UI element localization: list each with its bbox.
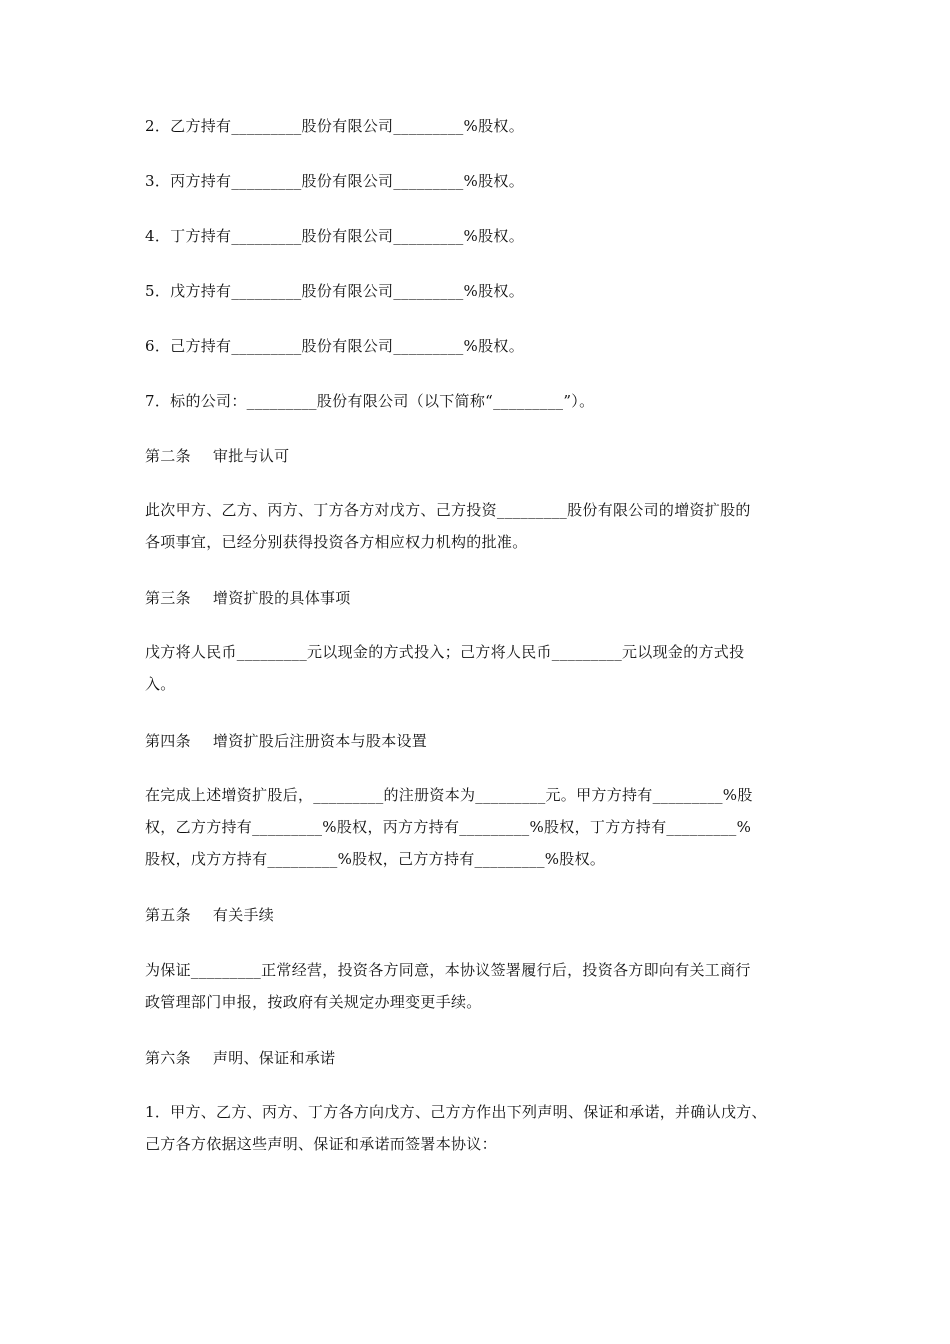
article-2-number: 第二条	[145, 447, 191, 465]
article-5-title: 有关手续	[212, 906, 275, 924]
article-5-heading	[145, 899, 810, 931]
article-4-title: 增资扩股后注册资本与股本设置	[212, 732, 428, 750]
clause-item-6: 6．己方持有_________股份有限公司_________%股权。	[145, 337, 524, 355]
article-2-title: 审批与认可	[212, 447, 290, 465]
article-3-line: 入。	[145, 675, 176, 693]
article-3-number: 第三条	[145, 589, 191, 607]
article-5-line: 为保证_________正常经营，投资各方同意，本协议签署履行后，投资各方即向有关工商行	[145, 961, 751, 979]
article-5-number: 第五条	[145, 906, 191, 924]
article-2-heading	[145, 440, 810, 472]
article-5-line: 政管理部门申报，按政府有关规定办理变更手续。	[145, 993, 482, 1011]
article-3-line: 戊方将人民币_________元以现金的方式投入；己方将人民币_________元以现金的方式投	[145, 643, 745, 661]
article-3-title: 增资扩股的具体事项	[212, 589, 351, 607]
article-2-line: 此次甲方、乙方、丙方、丁方各方对戊方、己方投资_________股份有限公司的增资扩股的	[145, 501, 751, 519]
article-4-line: 权，乙方方持有_________%股权，丙方方持有_________%股权，丁方方持有_________%	[145, 818, 752, 836]
clause-item-7: 7．标的公司：_________股份有限公司（以下简称“_________”）。	[145, 392, 595, 410]
article-2-body	[145, 494, 810, 558]
article-4-line: 在完成上述增资扩股后，_________的注册资本为_________元。甲方方持有_________%股	[145, 786, 753, 804]
article-3-body	[145, 636, 810, 700]
article-6-body	[145, 1096, 810, 1160]
article-6-line: 己方各方依据这些声明、保证和承诺而签署本协议：	[145, 1135, 497, 1153]
article-5-body	[145, 954, 810, 1018]
article-6-number: 第六条	[145, 1049, 191, 1067]
article-4-heading	[145, 725, 810, 757]
article-3-heading	[145, 582, 810, 614]
article-6-heading	[145, 1042, 810, 1074]
article-4-line: 股权，戊方方持有_________%股权，己方方持有_________%股权。	[145, 850, 606, 868]
article-4-body	[145, 779, 810, 875]
clause-item-3: 3．丙方持有_________股份有限公司_________%股权。	[145, 172, 524, 190]
article-6-title: 声明、保证和承诺	[212, 1049, 336, 1067]
article-2-line: 各项事宜，已经分别获得投资各方相应权力机构的批准。	[145, 533, 528, 551]
clause-item-4: 4．丁方持有_________股份有限公司_________%股权。	[145, 227, 524, 245]
clause-item-5: 5．戊方持有_________股份有限公司_________%股权。	[145, 282, 524, 300]
clause-item-2: 2．乙方持有_________股份有限公司_________%股权。	[145, 117, 524, 135]
article-6-line: 1．甲方、乙方、丙方、丁方各方向戊方、己方方作出下列声明、保证和承诺，并确认戊方、	[145, 1103, 767, 1121]
article-4-number: 第四条	[145, 732, 191, 750]
